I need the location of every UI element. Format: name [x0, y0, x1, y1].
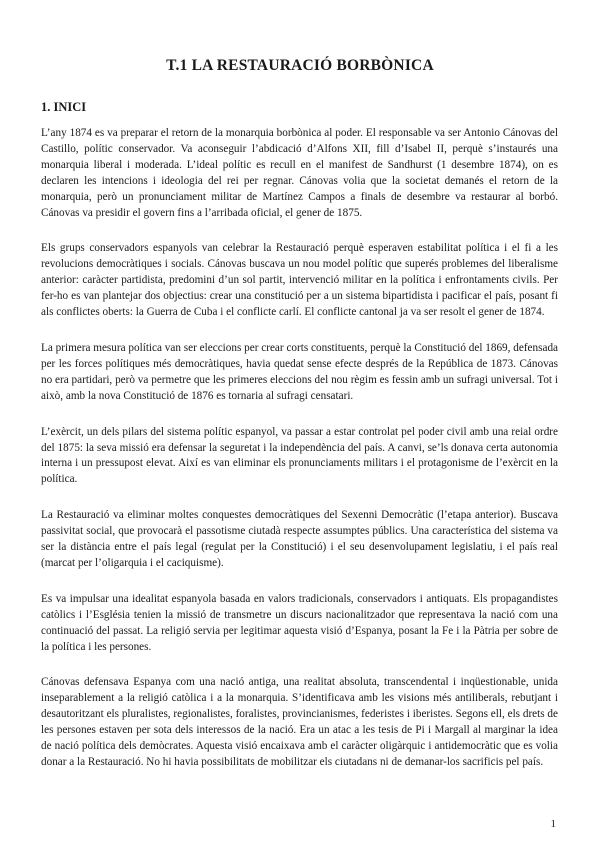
paragraph-3: La primera mesura política van ser eleccions per crear corts constituents, perquè la Constitució del 1869, defensada per les forces polítiques més democràtiques, havia quedat sense efecte després de la República de 1873. Cánovas no era partidari, però va permetre que les primeres eleccions del nou règim es fessin amb un sufragi universal. Tot i això, amb la nova Constitució de 1876 es tornaria al sufragi censatari. — [41, 341, 558, 402]
paragraph-6: Es va impulsar una idealitat espanyola basada en valors tradicionals, conservadors i antiquats. Els propagandistes catòlics i l’Església tenien la missió de transmetre un discurs nacionalitzador que representava la nació com una continuació del passat. La religió servia per legitimar aquesta visió d’Espanya, posant la Fe i la Pàtria per sobre de la política i les persones. — [41, 592, 558, 653]
page-number: 1 — [550, 818, 556, 830]
paragraph-1: L’any 1874 es va preparar el retorn de la monarquia borbònica al poder. El responsable va ser Antonio Cánovas del Castillo, polític conservador. Va aconseguir l’abdicació d’Alfons XII, fill d’Isabel II, perquè s’instaurés una monarquia liberal i moderada. L’ideal polític es recull en el manifest de Sandhurst (1 desembre 1874), on es declaren les intencions i ideologia del rei per regnar. Cánovas volia que la societat demanés el retorn de la monarquia, però un pronunciament militar de Martínez Campos a finals de desembre va restaurar al borbó. Cánovas va presidir el govern fins a l’arribada oficial, el gener de 1875. — [41, 127, 558, 219]
paragraph-4: L’exèrcit, un dels pilars del sistema polític espanyol, va passar a estar controlat pel poder civil amb una reial ordre del 1875: la seva missió era defensar la seguretat i la independència del país. A canvi, se’ls donava certa autonomia interna i un pressupost elevat. Així es van eliminar els pronunciaments militars i el protagonisme de l’exèrcit en la política. — [41, 425, 558, 486]
section-heading: 1. INICI — [41, 100, 87, 114]
paragraph-7: Cánovas defensava Espanya com una nació antiga, una realitat absoluta, transcendental i inqüestionable, unida inseparablement a la religió catòlica i a la monarquia. S’identificava amb les visions més antiliberals, rebutjant i desautoritzant els pluralistes, regionalistes, foralistes, provincianismes, federistes i iberistes. Segons ell, els drets de les persones estaven per sota dels interessos de la nació. Era un atac a les tesis de Pi i Margall al marginar la idea de nació política dels demòcrates. Aquesta visió encaixava amb el caràcter oligàrquic i antidemocràtic que es volia donar a la Restauració. No hi havia possibilitats de mobilitzar els ciutadans ni de demanar-los sacrificis pel país. — [41, 676, 558, 768]
document-title: T.1 LA RESTAURACIÓ BORBÒNICA — [166, 57, 434, 74]
paragraph-5: La Restauració va eliminar moltes conquestes democràtiques del Sexenni Democràtic (l’etapa anterior). Buscava passivitat social, que provocarà el passotisme ciutadà respecte assumptes públics. Una característica del sistema va ser la distància entre el país legal (regulat per la Constitució) i el seu desenvolupament legislatiu, i el país real (marcat per l’oligarquia i el caciquisme). — [41, 509, 558, 569]
document-body — [41, 126, 558, 791]
paragraph-2: Els grups conservadors espanyols van celebrar la Restauració perquè esperaven estabilitat política i el fi a les revolucions democràtiques i socials. Cánovas buscava un nou model polític que superés problemes del liberalisme anterior: caràcter partidista, predomini d’un sol partit, intervenció militar en la política i enfrontaments civils. Per fer-ho es van plantejar dos objectius: crear una constitució per a un sistema bipartidista i pacificar el país, posant fi als conflictes oberts: la Guerra de Cuba i el conflicte carlí. El conflicte cantonal ja va ser resolt el gener de 1874. — [41, 242, 558, 319]
